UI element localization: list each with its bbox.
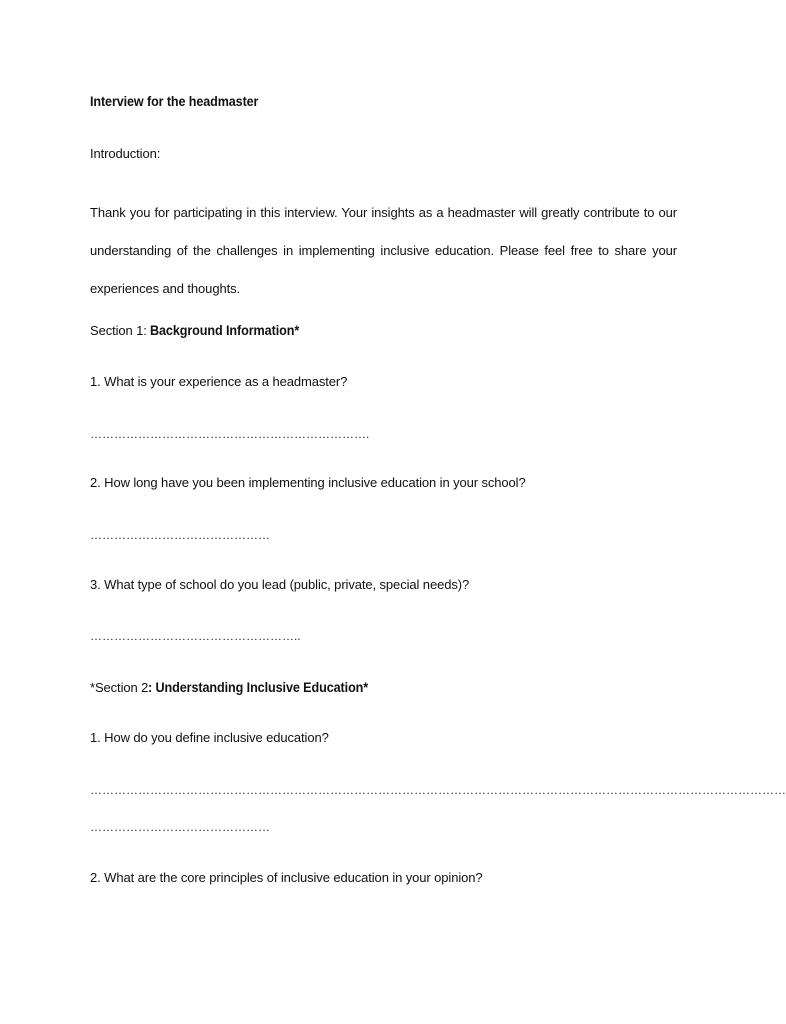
section-1-title: Background Information* <box>150 322 300 338</box>
section-2-answer-1-line-2: ……………………………………… <box>90 820 270 834</box>
section-2-answer-1-line-1: ………………………………………………………………………………………………………………………………………………………… <box>90 783 786 797</box>
section-2-question-1: 1. How do you define inclusive education? <box>90 730 329 745</box>
section-1-answer-3: …………………………………………….. <box>90 629 301 643</box>
section-1-answer-2: ……………………………………… <box>90 528 270 542</box>
section-2-question-2: 2. What are the core principles of inclusive education in your opinion? <box>90 870 483 885</box>
section-2-heading <box>90 678 393 697</box>
section-1-question-1: 1. What is your experience as a headmaster? <box>90 374 348 389</box>
document-title: Interview for the headmaster <box>90 94 259 109</box>
section-2-prefix: *Section 2 <box>90 680 149 695</box>
section-1-question-3: 3. What type of school do you lead (public, private, special needs)? <box>90 577 470 592</box>
section-1-prefix: Section 1: <box>90 323 151 338</box>
section-1-question-2: 2. How long have you been implementing inclusive education in your school? <box>90 475 526 490</box>
section-1-heading <box>90 321 316 340</box>
section-2-title: : Understanding Inclusive Education* <box>148 679 369 695</box>
section-1-answer-1: ……………………………………………………………. <box>90 427 370 441</box>
intro-label: Introduction: <box>90 146 161 161</box>
intro-paragraph: Thank you for participating in this interview. Your insights as a headmaster will greatly contribute to our understanding of the challenges in implementing inclusive education. Please feel free to share your experiences and thoughts. <box>90 205 677 296</box>
